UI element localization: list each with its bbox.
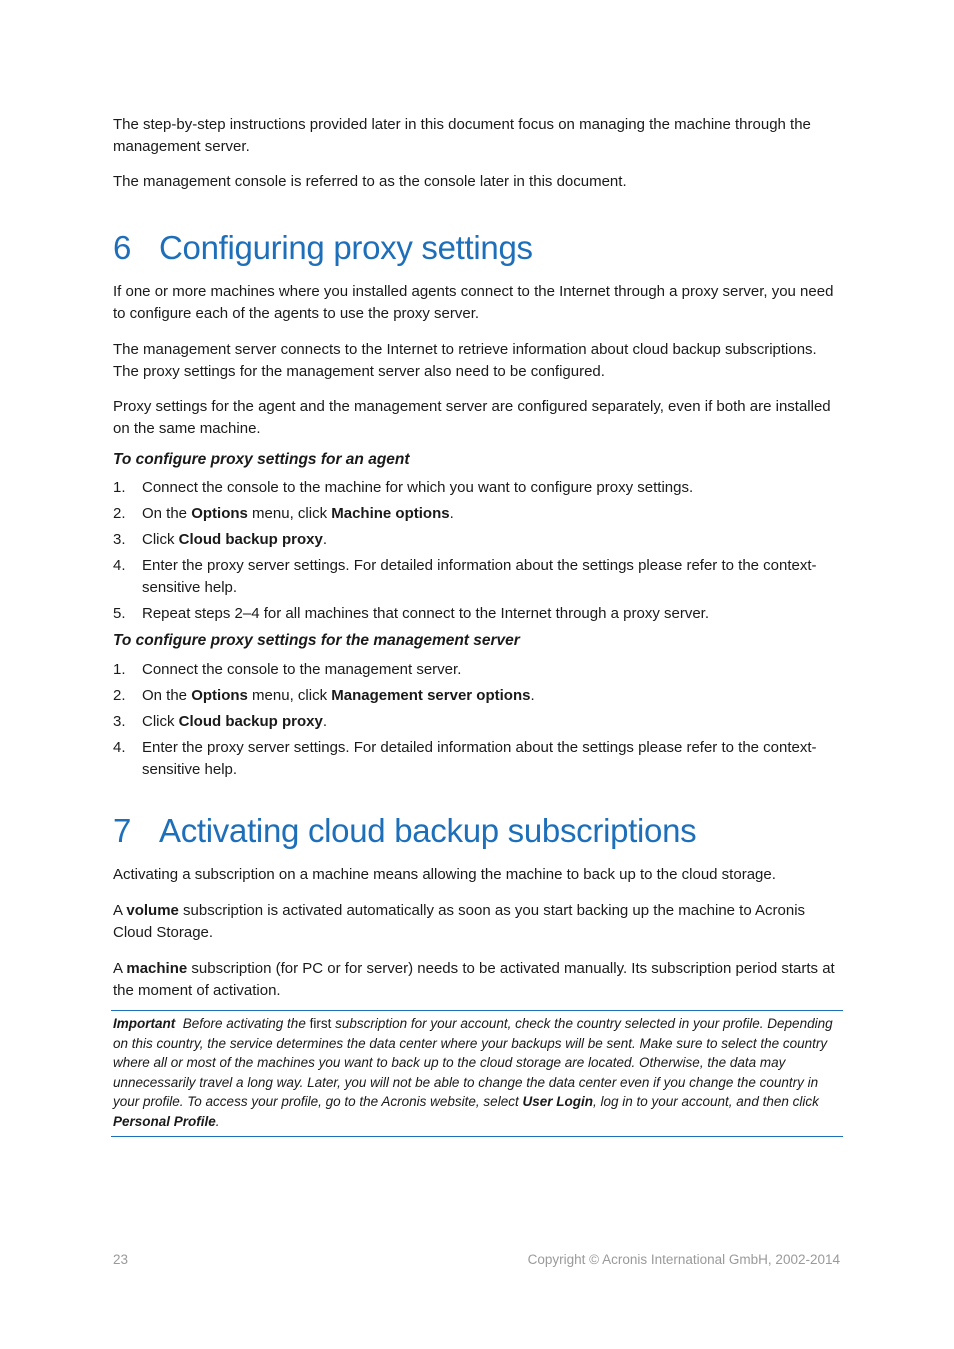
procedure-agent-steps (113, 477, 843, 629)
section-7-paragraph-2: A volume subscription is activated automatically as soon as you start backing up the machine to Acronis Cloud Storage. (113, 902, 806, 941)
section-6-paragraph-3: Proxy settings for the agent and the management server are configured separately, even if both are installed on the same machine. (113, 398, 831, 437)
section-6-paragraph-1: If one or more machines where you installed agents connect to the Internet through a proxy server, you need to configure each of the agents to use the proxy server. (113, 283, 834, 322)
user-login-link-text: User Login (522, 1094, 593, 1109)
menu-item-name: Management server options (331, 687, 531, 704)
list-item: 5. Repeat steps 2–4 for all machines that connect to the Internet through a proxy server. (113, 604, 709, 622)
menu-name: Options (191, 687, 248, 704)
page-number: 23 (113, 1252, 129, 1267)
footer-copyright: Copyright © Acronis International GmbH, 2002-2014 (527, 1252, 840, 1267)
intro-paragraph-2: The management console is referred to as the console later in this document. (113, 173, 627, 190)
procedure-server-title: To configure proxy settings for the management server (113, 632, 520, 649)
important-note (111, 1010, 843, 1137)
option-name: Cloud backup proxy (178, 531, 323, 548)
section-7-heading (113, 811, 696, 851)
list-item: 3. Click Cloud backup proxy. (113, 531, 328, 548)
list-item: 4. Enter the proxy server settings. For detailed information about the settings please refer to the context-sensitive help. (113, 739, 817, 778)
section-7-number: 7 (113, 812, 132, 849)
important-note-text: Important Before activating the first subscription for your account, check the country selected in your profile. Depending on this country, the service determines the data center where your backups will be sent. Make sure to select the country where all or most of the machines you want to back up to the cloud storage are located. Otherwise, the data may unnecessarily travel a long way. Later, you will not be able to change the data center even if you change the country in your profile. To access your profile, go to the Acronis website, select User Login, log in to your account, and then click Personal Profile. (113, 1016, 833, 1129)
section-6-number: 6 (113, 229, 132, 266)
section-6-title: Configuring proxy settings (159, 229, 533, 266)
list-item: 1. Connect the console to the management server. (113, 661, 462, 678)
section-6-paragraph-2: The management server connects to the Internet to retrieve information about cloud backup subscriptions. The proxy settings for the management server also need to be configured. (113, 341, 817, 380)
section-7-title: Activating cloud backup subscriptions (159, 812, 697, 849)
section-7-paragraph-3: A machine subscription (for PC or for server) needs to be activated manually. Its subscription period starts at the moment of activation. (113, 960, 835, 999)
list-item: 3. Click Cloud backup proxy. (113, 713, 328, 730)
subscription-type-machine: machine (126, 960, 188, 977)
list-item: 2. On the Options menu, click Management server options. (113, 687, 535, 704)
procedure-server-steps (113, 659, 843, 785)
section-7-paragraph-1: Activating a subscription on a machine means allowing the machine to back up to the cloud storage. (113, 866, 776, 883)
section-6-heading (113, 228, 533, 268)
list-item: 1. Connect the console to the machine for which you want to configure proxy settings. (113, 479, 694, 496)
menu-name: Options (191, 505, 248, 522)
menu-item-name: Machine options (331, 505, 450, 522)
emphasis-first: first (309, 1016, 332, 1031)
intro-paragraph-1: The step-by-step instructions provided later in this document focus on managing the machine through the management server. (113, 116, 811, 155)
important-label: Important (113, 1016, 176, 1031)
list-item: 2. On the Options menu, click Machine options. (113, 505, 454, 522)
list-item: 4. Enter the proxy server settings. For detailed information about the settings please refer to the context-sensitive help. (113, 557, 817, 596)
option-name: Cloud backup proxy (178, 713, 323, 730)
personal-profile-link-text: Personal Profile (113, 1113, 216, 1129)
procedure-agent-title: To configure proxy settings for an agent (113, 451, 410, 468)
subscription-type-volume: volume (126, 902, 179, 919)
